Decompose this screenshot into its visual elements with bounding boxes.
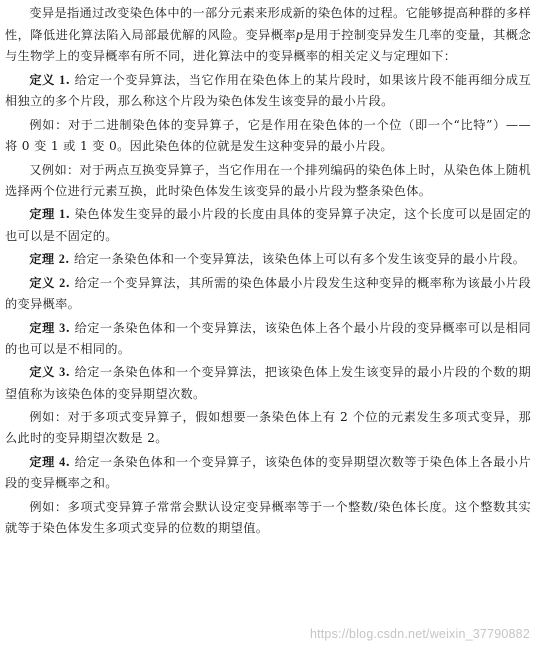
document-body: [5, 3, 531, 542]
theorem-2-body: 给定一条染色体和一个变异算法，该染色体上可以有多个发生该变异的最小片段。: [73, 252, 526, 267]
definition-2-term: 定义: [29, 275, 55, 290]
theorem-1-number: 1: [59, 207, 66, 222]
intro-text-1: 变异是指通过改变染色体中的一部分元素来形成新的染色体的过程。它能够提高种群的多样性，降低进化算法陷入局部最优解的风险。变异概率: [5, 6, 531, 43]
definition-2-number: 2: [59, 275, 66, 290]
definition-2: 定义 2. 给定一个变异算法，其所需的染色体最小片段发生这种变异的概率称为该最小片段的变异概率。: [5, 275, 531, 311]
theorem-4-body: 给定一条染色体和一个变异算子，该染色体的变异期望次数等于染色体上各最小片段的变异概率之和。: [5, 454, 531, 491]
definition-3-term: 定义: [29, 365, 55, 380]
theorem-2-term: 定理: [29, 252, 55, 267]
theorem-2: 定理 2. 给定一条染色体和一个变异算法，该染色体上可以有多个发生该变异的最小片段。: [29, 252, 526, 267]
definition-1-term: 定义: [29, 73, 55, 87]
theorem-3: 定理 3. 给定一条染色体和一个变异算法，该染色体上各个最小片段的变异概率可以是相同的也可以是不相同的。: [5, 320, 531, 356]
definition-3-body: 给定一条染色体和一个变异算法，把该染色体上发生该变异的最小片段的个数的期望值称为该染色体的变异期望次数。: [5, 365, 531, 401]
definition-3-number: 3: [59, 365, 66, 380]
definition-1: 定义 1. 给定一个变异算法，当它作用在染色体上的某片段时，如果该片段不能再细分成互相独立的多个片段，那么称这个片段为染色体发生该变异的最小片段。: [5, 73, 531, 109]
theorem-2-number: 2: [58, 252, 66, 267]
example-1: 例如：对于二进制染色体的变异算子，它是作用在染色体的一个位（即一个“比特”）——将 0 变 1 或 1 变 0。因此染色体的位就是发生这种变异的最小片段。: [5, 117, 531, 153]
definition-3: 定义 3. 给定一条染色体和一个变异算法，把该染色体上发生该变异的最小片段的个数的期望值称为该染色体的变异期望次数。: [5, 365, 531, 401]
definition-1-body: 给定一个变异算法，当它作用在染色体上的某片段时，如果该片段不能再细分成互相独立的多个片段，那么称这个片段为染色体发生该变异的最小片段。: [5, 73, 531, 109]
intro-paragraph: [5, 3, 531, 68]
theorem-1-body: 染色体发生变异的最小片段的长度由具体的变异算子决定，这个长度可以是固定的也可以是不固定的。: [5, 207, 531, 243]
definition-2-body: 给定一个变异算法，其所需的染色体最小片段发生这种变异的概率称为该最小片段的变异概率。: [5, 275, 531, 311]
theorem-4-number: 4: [59, 454, 66, 469]
example-3: 例如：对于多项式变异算子，假如想要一条染色体上有 2 个位的元素发生多项式变异，那么此时的变异期望次数是 2。: [5, 410, 531, 446]
definition-1-number: 1: [59, 73, 66, 87]
theorem-4-term: 定理: [29, 454, 55, 469]
theorem-3-body: 给定一条染色体和一个变异算法，该染色体上各个最小片段的变异概率可以是相同的也可以是不相同的。: [5, 320, 531, 356]
example-2: 又例如：对于两点互换变异算子，当它作用在一个排列编码的染色体上时，从染色体上随机选择两个位进行元素互换，此时染色体发生该变异的最小片段为整条染色体。: [5, 162, 531, 198]
theorem-3-number: 3: [59, 320, 66, 335]
watermark: https://blog.csdn.net/weixin_37790882: [309, 627, 530, 641]
example-4: 例如：多项式变异算子常常会默认设定变异概率等于一个整数/染色体长度。这个整数其实就等于染色体发生多项式变异的位数的期望值。: [5, 499, 531, 535]
theorem-1-term: 定理: [29, 207, 55, 222]
theorem-1: 定理 1. 染色体发生变异的最小片段的长度由具体的变异算子决定，这个长度可以是固定的也可以是不固定的。: [5, 207, 531, 243]
intro-text-2: 是用于控制变异发生几率的变量，其概念与生物学上的变异概率有所不同，进化算法中的变异概率的相关定义与定理如下：: [5, 28, 531, 64]
theorem-3-term: 定理: [29, 320, 55, 335]
variable-p: p: [296, 27, 304, 43]
theorem-4: 定理 4. 给定一条染色体和一个变异算子，该染色体的变异期望次数等于染色体上各最小片段的变异概率之和。: [5, 454, 531, 491]
